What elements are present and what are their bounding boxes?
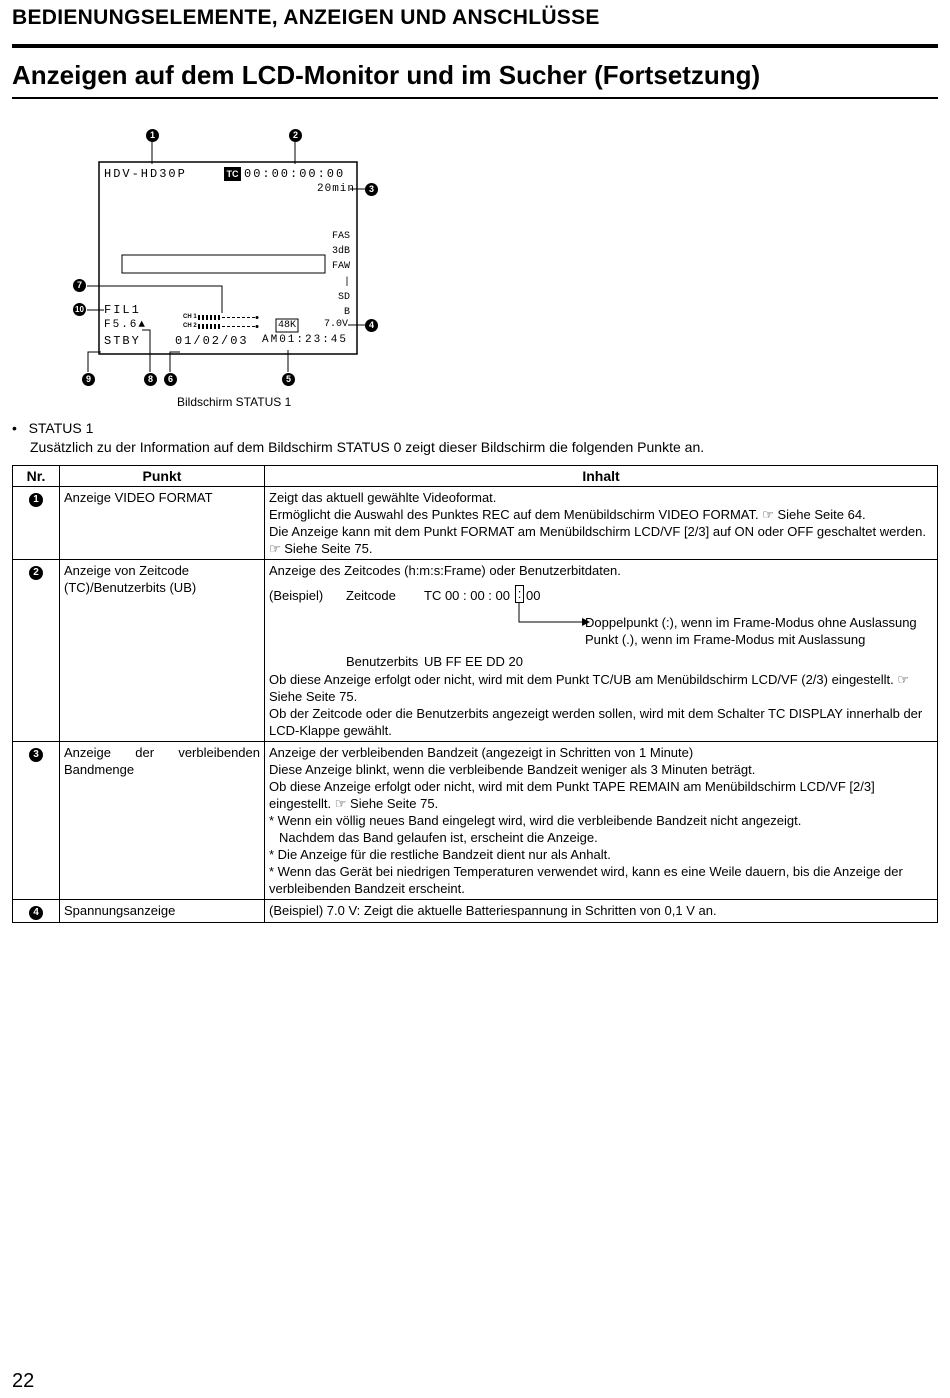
- lcd-right-column: [320, 229, 350, 320]
- example-tc-label: Zeitcode: [346, 588, 396, 603]
- lcd-date: 01/02/03: [175, 334, 249, 348]
- inhalt-line: Diese Anzeige blinkt, wenn die verbleibende Bandzeit weniger als 3 Minuten beträgt.: [269, 762, 756, 777]
- table-row: [13, 742, 938, 900]
- lcd-video-format: HDV-HD30P: [104, 167, 187, 181]
- status-description: Zusätzlich zu der Information auf dem Bildschirm STATUS 0 zeigt dieser Bildschirm die folgenden Punkte an.: [30, 439, 705, 455]
- note-line: * Wenn ein völlig neues Band eingelegt wird, wird die verbleibende Bandzeit nicht angezeigt.: [269, 813, 802, 828]
- example-note-1: Doppelpunkt (:), wenn im Frame-Modus ohne Auslassung: [585, 615, 917, 630]
- lcd-b: B: [343, 307, 350, 319]
- section-header: BEDIENUNGSELEMENTE, ANZEIGEN UND ANSCHLÜSSE: [12, 6, 600, 29]
- example-frames: 00: [526, 588, 541, 603]
- callout-8: 8: [144, 373, 157, 386]
- row-nr: [13, 487, 60, 560]
- lcd-ch1: CH 1: [183, 314, 197, 320]
- lcd-faw: FAW: [331, 261, 350, 273]
- inhalt-line: Ermöglicht die Auswahl des Punktes REC auf dem Menübildschirm VIDEO FORMAT. ☞ Siehe Seite 64.: [269, 507, 866, 522]
- lcd-tc-badge: TC: [224, 167, 241, 181]
- lcd-separator: |: [343, 276, 350, 288]
- lcd-voltage: 7.0V: [323, 319, 348, 330]
- callout-6: 6: [164, 373, 177, 386]
- callout-4: 4: [365, 319, 378, 332]
- callout-5: 5: [282, 373, 295, 386]
- lcd-iris: F5.6▲: [104, 319, 148, 331]
- lcd-sd: SD: [337, 291, 350, 303]
- example-label: (Beispiel): [269, 588, 324, 603]
- page-number: 22: [12, 1370, 35, 1392]
- lcd-ch2: CH 2: [183, 323, 197, 329]
- status-title: STATUS 1: [28, 420, 94, 436]
- inhalt-line: Anzeige des Zeitcodes (h:m:s:Frame) oder Benutzerbitdaten.: [269, 563, 621, 578]
- table-row: [13, 900, 938, 923]
- lcd-filter: FIL1: [104, 303, 141, 317]
- example-tc-value: TC 00 : 00 : 00: [424, 588, 510, 603]
- lcd-timecode: 00:00:00:00: [244, 167, 346, 181]
- table-row: [13, 487, 938, 560]
- example-arrow: [514, 602, 594, 632]
- diagram-lines: [0, 0, 950, 420]
- lcd-fas: FAS: [331, 231, 350, 242]
- inhalt-line: Die Anzeige kann mit dem Punkt FORMAT am Menübildschirm LCD/VF [2/3] auf ON oder OFF geschaltet werden. ☞ Siehe Seite 75.: [269, 524, 927, 556]
- example-note-2: Punkt (.), wenn im Frame-Modus mit Auslassung: [585, 632, 866, 647]
- status-heading: [12, 420, 93, 436]
- row-inhalt: [265, 560, 938, 742]
- items-table: [12, 465, 938, 923]
- row-nr: [13, 900, 60, 923]
- number-circle-1: 1: [29, 493, 43, 507]
- callout-1: 1: [146, 129, 159, 142]
- inhalt-line: Ob diese Anzeige erfolgt oder nicht, wird mit dem Punkt TAPE REMAIN am Menübildschirm LCD/VF [2/3] eingestellt. ☞ Siehe Seite 75.: [269, 779, 875, 811]
- inhalt-line: Ob diese Anzeige erfolgt oder nicht, wird mit dem Punkt TC/UB am Menübildschirm LCD/VF (2/3) eingestellt. ☞ Siehe Seite 75.: [269, 672, 910, 704]
- number-circle-3: 3: [29, 748, 43, 762]
- note-line: * Die Anzeige für die restliche Bandzeit dient nur als Anhalt.: [269, 847, 611, 862]
- row-inhalt: [265, 742, 938, 900]
- bullet: •: [12, 420, 17, 436]
- header-nr: Nr.: [13, 466, 60, 487]
- row-punkt: Anzeige der verbleibenden Bandmenge: [60, 742, 265, 900]
- lcd-clock: AM01:23:45: [262, 334, 349, 346]
- row-punkt: Anzeige von Zeitcode (TC)/Benutzerbits (UB): [60, 560, 265, 742]
- note-line: Nachdem das Band gelaufen ist, erscheint die Anzeige.: [279, 830, 598, 845]
- lcd-audio-rate: 48K: [277, 320, 296, 331]
- header-inhalt: Inhalt: [265, 466, 938, 487]
- row-nr: [13, 742, 60, 900]
- table-row: [13, 560, 938, 742]
- inhalt-line: Ob der Zeitcode oder die Benutzerbits angezeigt werden sollen, wird mit dem Schalter TC DISPLAY innerhalb der LCD-Klappe gewählt.: [269, 706, 923, 738]
- number-circle-2: 2: [29, 566, 43, 580]
- example-ub-value: UB FF EE DD 20: [424, 654, 523, 669]
- row-inhalt: [265, 900, 938, 923]
- callout-3: 3: [365, 183, 378, 196]
- inhalt-line: Anzeige der verbleibenden Bandzeit (angezeigt in Schritten von 1 Minute): [269, 745, 694, 760]
- callout-10: 10: [73, 303, 86, 316]
- audio-meter-bars: [198, 315, 259, 329]
- example-ub-label: Benutzerbits: [346, 654, 419, 669]
- inhalt-line: (Beispiel) 7.0 V: Zeigt die aktuelle Batteriespannung in Schritten von 0,1 V an.: [269, 903, 717, 918]
- callout-7: 7: [73, 279, 86, 292]
- row-inhalt: [265, 487, 938, 560]
- callout-9: 9: [82, 373, 95, 386]
- page-title: Anzeigen auf dem LCD-Monitor und im Sucher (Fortsetzung): [12, 60, 761, 90]
- diagram-caption: Bildschirm STATUS 1: [177, 395, 292, 409]
- lcd-status: STBY: [104, 334, 141, 348]
- row-punkt: Spannungsanzeige: [60, 900, 265, 923]
- timecode-example: [269, 579, 933, 671]
- row-nr: [13, 560, 60, 742]
- header-punkt: Punkt: [60, 466, 265, 487]
- row-punkt: Anzeige VIDEO FORMAT: [60, 487, 265, 560]
- lcd-remaining-time: 20min: [317, 183, 356, 195]
- lcd-gain: 3dB: [331, 246, 350, 258]
- number-circle-4: 4: [29, 906, 43, 920]
- note-line: * Wenn das Gerät bei niedrigen Temperaturen verwendet wird, kann es eine Weile dauern, bis die Anzeige der verbleibenden Bandzeit erscheint.: [269, 864, 903, 896]
- inhalt-line: Zeigt das aktuell gewählte Videoformat.: [269, 490, 497, 505]
- status-screen-diagram: [0, 0, 950, 420]
- table-header-row: [13, 466, 938, 487]
- example-separator-box: :: [515, 585, 524, 603]
- callout-2: 2: [289, 129, 302, 142]
